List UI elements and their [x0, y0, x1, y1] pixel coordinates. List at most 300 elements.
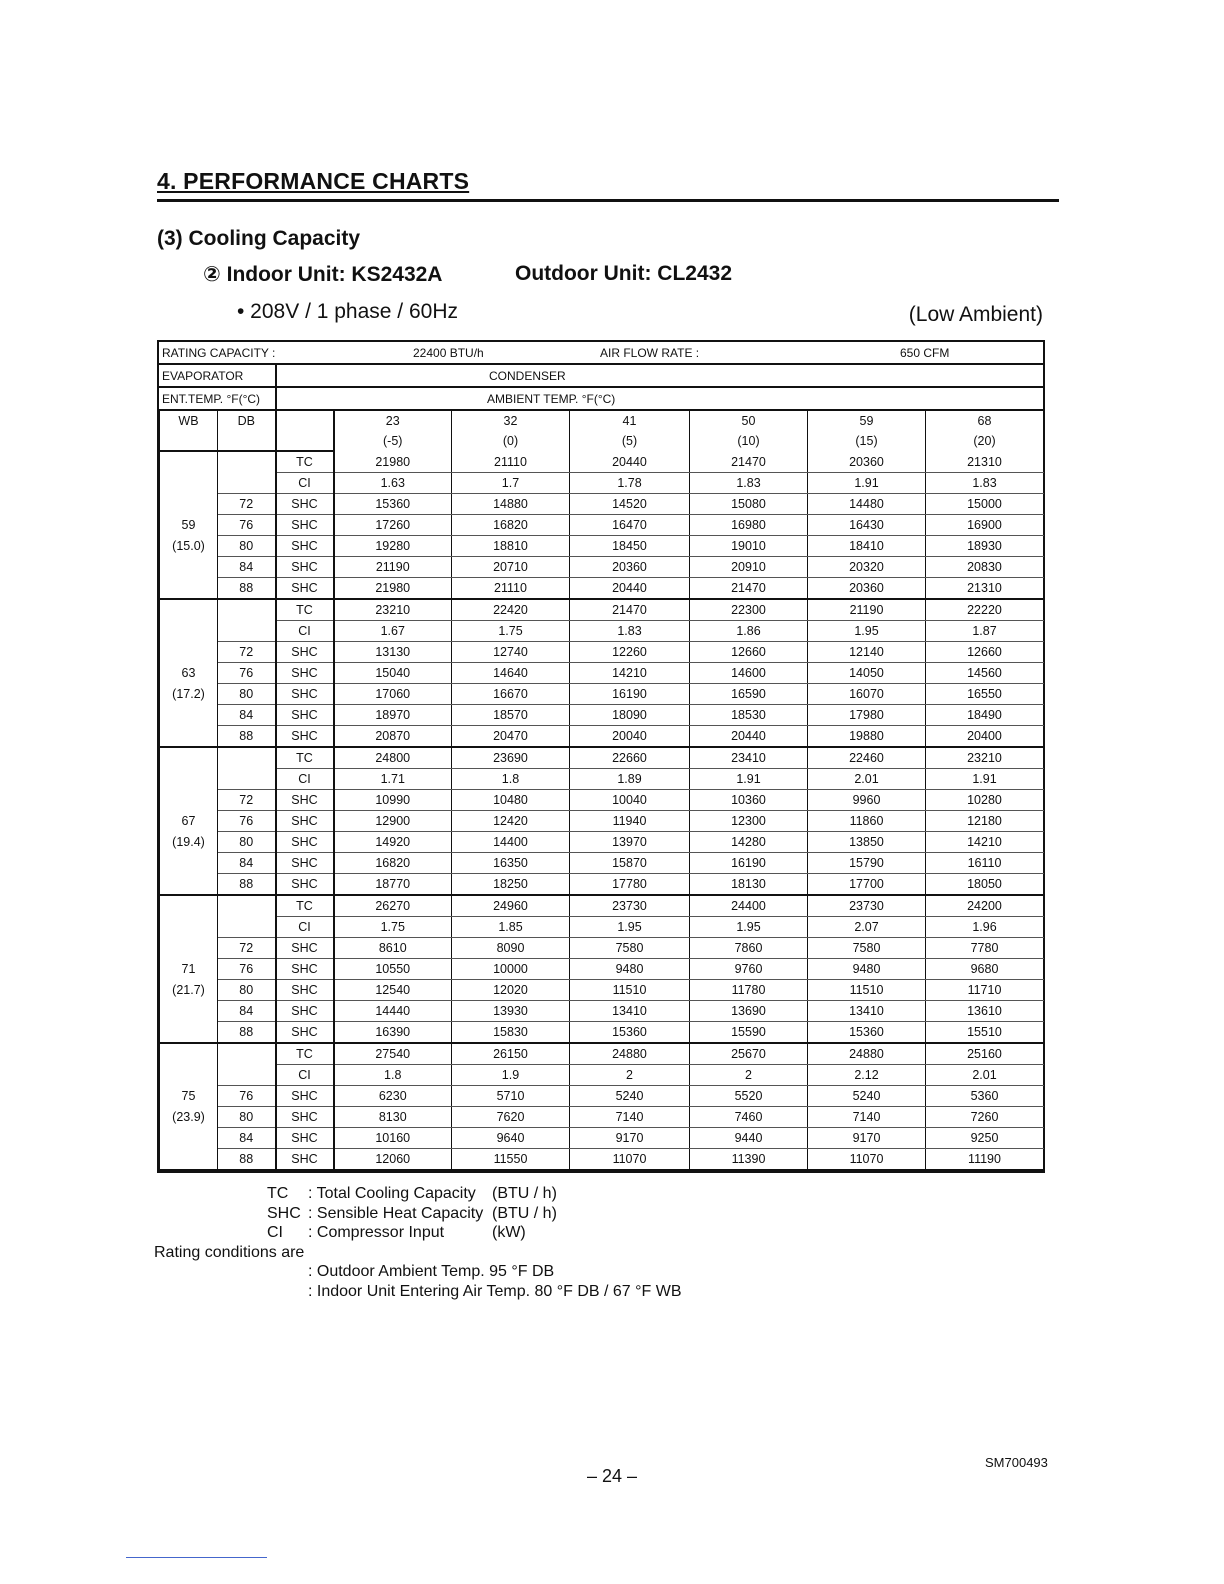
db-cell: 84: [218, 1001, 276, 1022]
table-row: [160, 1128, 1044, 1149]
value-cell: 16820: [334, 853, 452, 874]
type-cell: SHC: [276, 494, 334, 515]
wb-cell: [160, 938, 218, 959]
table-row: [160, 895, 1044, 917]
table-row: [160, 663, 1044, 684]
performance-table: [157, 340, 1045, 1173]
db-cell: [218, 917, 276, 938]
wb-cell: 59: [160, 515, 218, 536]
table-row: [160, 980, 1044, 1001]
db-cell: 76: [218, 959, 276, 980]
value-cell: 5240: [808, 1086, 926, 1107]
wb-cell: [160, 1149, 218, 1171]
value-cell: 17780: [570, 874, 690, 896]
value-cell: 7140: [570, 1107, 690, 1128]
value-cell: 21190: [808, 599, 926, 621]
type-cell: TC: [276, 895, 334, 917]
value-cell: 9960: [808, 790, 926, 811]
db-cell: [218, 621, 276, 642]
value-cell: 1.75: [334, 917, 452, 938]
value-cell: 20360: [570, 557, 690, 578]
value-cell: 21980: [334, 578, 452, 600]
wb-cell: [160, 769, 218, 790]
type-cell: TC: [276, 451, 334, 473]
value-cell: 23730: [570, 895, 690, 917]
value-cell: 16430: [808, 515, 926, 536]
ambient-temp-f-3: 50: [690, 411, 808, 431]
rating-header-row: [159, 342, 1043, 365]
value-cell: 7580: [570, 938, 690, 959]
db-cell: 88: [218, 578, 276, 600]
value-cell: 15040: [334, 663, 452, 684]
value-cell: 1.91: [690, 769, 808, 790]
value-cell: 24960: [452, 895, 570, 917]
db-cell: 76: [218, 1086, 276, 1107]
table-row: [160, 1043, 1044, 1065]
table-row: [160, 578, 1044, 600]
value-cell: 9170: [808, 1128, 926, 1149]
value-cell: 11510: [808, 980, 926, 1001]
db-cell: [218, 769, 276, 790]
ambient-temp-f-4: 59: [808, 411, 926, 431]
db-cell: [218, 473, 276, 494]
capacity-grid: [159, 411, 1044, 1171]
value-cell: 17060: [334, 684, 452, 705]
type-cell: SHC: [276, 832, 334, 853]
value-cell: 20710: [452, 557, 570, 578]
value-cell: 1.91: [808, 473, 926, 494]
wb-cell: [160, 853, 218, 874]
type-cell: SHC: [276, 705, 334, 726]
value-cell: 24400: [690, 895, 808, 917]
db-cell: 84: [218, 705, 276, 726]
outdoor-condition: : Outdoor Ambient Temp. 95 °F DB: [308, 1263, 555, 1280]
value-cell: 14050: [808, 663, 926, 684]
db-cell: 72: [218, 938, 276, 959]
value-cell: 19010: [690, 536, 808, 557]
value-cell: 13410: [570, 1001, 690, 1022]
subsection-title: (3) Cooling Capacity: [157, 227, 361, 250]
value-cell: 23730: [808, 895, 926, 917]
value-cell: 20440: [690, 726, 808, 748]
value-cell: 9170: [570, 1128, 690, 1149]
table-row: [160, 557, 1044, 578]
db-cell: 76: [218, 515, 276, 536]
value-cell: 20910: [690, 557, 808, 578]
value-cell: 5240: [570, 1086, 690, 1107]
value-cell: 8130: [334, 1107, 452, 1128]
value-cell: 14400: [452, 832, 570, 853]
ambient-temp-f-2: 41: [570, 411, 690, 431]
legend-ci-abbr: CI: [267, 1224, 283, 1241]
value-cell: 21310: [926, 578, 1044, 600]
value-cell: 13690: [690, 1001, 808, 1022]
db-cell: [218, 451, 276, 473]
type-cell: SHC: [276, 536, 334, 557]
wb-cell: [160, 494, 218, 515]
evaporator-label: EVAPORATOR: [159, 365, 277, 386]
ambient-temp-c-2: (5): [570, 431, 690, 451]
value-cell: 26270: [334, 895, 452, 917]
type-cell: SHC: [276, 811, 334, 832]
value-cell: 12180: [926, 811, 1044, 832]
value-cell: 2: [570, 1065, 690, 1086]
value-cell: 18530: [690, 705, 808, 726]
legend-shc-desc: : Sensible Heat Capacity: [308, 1205, 484, 1222]
type-cell: SHC: [276, 557, 334, 578]
legend-ci-unit: (kW): [492, 1224, 526, 1241]
value-cell: 7780: [926, 938, 1044, 959]
db-cell: 80: [218, 832, 276, 853]
value-cell: 21470: [690, 451, 808, 473]
type-cell: CI: [276, 917, 334, 938]
footnote-rule: [126, 1557, 267, 1558]
value-cell: 15510: [926, 1022, 1044, 1044]
value-cell: 22300: [690, 599, 808, 621]
value-cell: 2.07: [808, 917, 926, 938]
wb-cell: [160, 1022, 218, 1044]
db-cell: 84: [218, 557, 276, 578]
table-row: [160, 621, 1044, 642]
value-cell: 14640: [452, 663, 570, 684]
ambient-temp-c-4: (15): [808, 431, 926, 451]
doc-code: SM700493: [985, 1455, 1048, 1470]
wb-cell: (15.0): [160, 536, 218, 557]
value-cell: 18770: [334, 874, 452, 896]
value-cell: 22660: [570, 747, 690, 769]
value-cell: 17700: [808, 874, 926, 896]
ambient-note: (Low Ambient): [908, 303, 1043, 326]
value-cell: 1.91: [926, 769, 1044, 790]
value-cell: 15360: [808, 1022, 926, 1044]
value-cell: 16190: [690, 853, 808, 874]
value-cell: 14480: [808, 494, 926, 515]
value-cell: 17260: [334, 515, 452, 536]
indoor-unit-label: ② Indoor Unit: KS2432A: [203, 263, 443, 286]
legend-tc-abbr: TC: [267, 1185, 289, 1202]
type-cell: SHC: [276, 1128, 334, 1149]
ent-temp-label: ENT.TEMP. °F(°C): [159, 388, 277, 409]
table-row: [160, 832, 1044, 853]
value-cell: 12660: [690, 642, 808, 663]
value-cell: 20360: [808, 578, 926, 600]
value-cell: 12300: [690, 811, 808, 832]
value-cell: 22220: [926, 599, 1044, 621]
wb-cell: (21.7): [160, 980, 218, 1001]
value-cell: 16820: [452, 515, 570, 536]
value-cell: 25670: [690, 1043, 808, 1065]
db-cell: 80: [218, 1107, 276, 1128]
power-spec: • 208V / 1 phase / 60Hz: [237, 300, 458, 323]
value-cell: 11860: [808, 811, 926, 832]
value-cell: 1.67: [334, 621, 452, 642]
legend-tc-desc: : Total Cooling Capacity: [308, 1185, 476, 1202]
value-cell: 1.95: [690, 917, 808, 938]
value-cell: 9440: [690, 1128, 808, 1149]
value-cell: 20830: [926, 557, 1044, 578]
value-cell: 9480: [570, 959, 690, 980]
value-cell: 16980: [690, 515, 808, 536]
evap-cond-row: [159, 365, 1043, 388]
db-cell: 76: [218, 663, 276, 684]
value-cell: 14210: [926, 832, 1044, 853]
value-cell: 20470: [452, 726, 570, 748]
value-cell: 6230: [334, 1086, 452, 1107]
db-header: DB: [218, 411, 276, 451]
ambient-temp-c-0: (-5): [334, 431, 452, 451]
value-cell: 15830: [452, 1022, 570, 1044]
wb-cell: [160, 578, 218, 600]
value-cell: 23210: [334, 599, 452, 621]
value-cell: 26150: [452, 1043, 570, 1065]
value-cell: 22420: [452, 599, 570, 621]
value-cell: 12060: [334, 1149, 452, 1171]
value-cell: 11780: [690, 980, 808, 1001]
wb-cell: [160, 1001, 218, 1022]
value-cell: 1.83: [926, 473, 1044, 494]
value-cell: 5520: [690, 1086, 808, 1107]
value-cell: 13850: [808, 832, 926, 853]
wb-cell: [160, 557, 218, 578]
db-cell: 72: [218, 790, 276, 811]
air-flow-label: AIR FLOW RATE :: [600, 345, 700, 360]
table-row: [160, 874, 1044, 896]
db-cell: 80: [218, 536, 276, 557]
wb-header: WB: [160, 411, 218, 451]
table-row: [160, 599, 1044, 621]
legend-ci-desc: : Compressor Input: [308, 1224, 445, 1241]
ambient-temp-f-1: 32: [452, 411, 570, 431]
value-cell: 1.95: [808, 621, 926, 642]
value-cell: 12660: [926, 642, 1044, 663]
wb-cell: 71: [160, 959, 218, 980]
value-cell: 24200: [926, 895, 1044, 917]
type-cell: CI: [276, 621, 334, 642]
value-cell: 16900: [926, 515, 1044, 536]
db-cell: [218, 1043, 276, 1065]
db-cell: 72: [218, 494, 276, 515]
value-cell: 15080: [690, 494, 808, 515]
wb-cell: [160, 747, 218, 769]
value-cell: 14880: [452, 494, 570, 515]
db-cell: [218, 895, 276, 917]
value-cell: 13130: [334, 642, 452, 663]
value-cell: 11940: [570, 811, 690, 832]
value-cell: 16110: [926, 853, 1044, 874]
value-cell: 20320: [808, 557, 926, 578]
value-cell: 12420: [452, 811, 570, 832]
value-cell: 21470: [690, 578, 808, 600]
temp-label-row: [159, 388, 1043, 411]
value-cell: 12900: [334, 811, 452, 832]
value-cell: 2.01: [926, 1065, 1044, 1086]
ambient-temp-c-1: (0): [452, 431, 570, 451]
value-cell: 1.8: [334, 1065, 452, 1086]
value-cell: 11710: [926, 980, 1044, 1001]
value-cell: 10550: [334, 959, 452, 980]
value-cell: 21110: [452, 451, 570, 473]
value-cell: 2: [690, 1065, 808, 1086]
db-cell: 88: [218, 1022, 276, 1044]
table-row: [160, 1065, 1044, 1086]
wb-cell: [160, 473, 218, 494]
value-cell: 19280: [334, 536, 452, 557]
value-cell: 10480: [452, 790, 570, 811]
wb-cell: (19.4): [160, 832, 218, 853]
value-cell: 12540: [334, 980, 452, 1001]
value-cell: 11550: [452, 1149, 570, 1171]
db-cell: 88: [218, 1149, 276, 1171]
db-cell: [218, 747, 276, 769]
value-cell: 1.7: [452, 473, 570, 494]
type-cell: SHC: [276, 853, 334, 874]
value-cell: 11190: [926, 1149, 1044, 1171]
value-cell: 27540: [334, 1043, 452, 1065]
value-cell: 12740: [452, 642, 570, 663]
table-row: [160, 790, 1044, 811]
table-row: [160, 705, 1044, 726]
type-cell: TC: [276, 1043, 334, 1065]
wb-cell: [160, 599, 218, 621]
table-row: [160, 494, 1044, 515]
value-cell: 14440: [334, 1001, 452, 1022]
legend-tc-unit: (BTU / h): [492, 1185, 557, 1202]
value-cell: 16590: [690, 684, 808, 705]
value-cell: 22460: [808, 747, 926, 769]
value-cell: 7620: [452, 1107, 570, 1128]
ambient-temp-c-3: (10): [690, 431, 808, 451]
value-cell: 18450: [570, 536, 690, 557]
table-row: [160, 769, 1044, 790]
value-cell: 20440: [570, 578, 690, 600]
section-title: 4. PERFORMANCE CHARTS: [157, 168, 470, 194]
value-cell: 11510: [570, 980, 690, 1001]
value-cell: 18090: [570, 705, 690, 726]
rating-capacity-label: RATING CAPACITY :: [162, 345, 276, 360]
value-cell: 14920: [334, 832, 452, 853]
value-cell: 18970: [334, 705, 452, 726]
value-cell: 7860: [690, 938, 808, 959]
value-cell: 21470: [570, 599, 690, 621]
value-cell: 10040: [570, 790, 690, 811]
value-cell: 19880: [808, 726, 926, 748]
value-cell: 8090: [452, 938, 570, 959]
value-cell: 9640: [452, 1128, 570, 1149]
ambient-header-row: [160, 411, 1044, 431]
value-cell: 12140: [808, 642, 926, 663]
wb-cell: (17.2): [160, 684, 218, 705]
type-cell: TC: [276, 747, 334, 769]
db-cell: [218, 599, 276, 621]
title-rule: [157, 199, 1059, 202]
value-cell: 1.9: [452, 1065, 570, 1086]
value-cell: 17980: [808, 705, 926, 726]
value-cell: 14520: [570, 494, 690, 515]
rating-capacity-value: 22400 BTU/h: [413, 345, 484, 360]
value-cell: 11390: [690, 1149, 808, 1171]
table-row: [160, 938, 1044, 959]
ambient-temp-c-5: (20): [926, 431, 1044, 451]
value-cell: 7460: [690, 1107, 808, 1128]
db-cell: 84: [218, 1128, 276, 1149]
value-cell: 13610: [926, 1001, 1044, 1022]
value-cell: 18410: [808, 536, 926, 557]
page-number: – 24 –: [586, 1466, 638, 1486]
type-cell: SHC: [276, 663, 334, 684]
type-cell: CI: [276, 769, 334, 790]
outdoor-unit-label: Outdoor Unit: CL2432: [515, 262, 733, 285]
wb-cell: [160, 1065, 218, 1086]
value-cell: 20440: [570, 451, 690, 473]
value-cell: 16390: [334, 1022, 452, 1044]
type-cell: SHC: [276, 684, 334, 705]
type-cell: CI: [276, 1065, 334, 1086]
table-row: [160, 853, 1044, 874]
db-cell: 80: [218, 684, 276, 705]
value-cell: 5710: [452, 1086, 570, 1107]
value-cell: 11070: [808, 1149, 926, 1171]
wb-cell: 75: [160, 1086, 218, 1107]
table-row: [160, 917, 1044, 938]
rating-conditions-label: Rating conditions are: [154, 1244, 305, 1261]
value-cell: 20400: [926, 726, 1044, 748]
value-cell: 1.83: [690, 473, 808, 494]
value-cell: 11070: [570, 1149, 690, 1171]
table-row: [160, 959, 1044, 980]
db-cell: 88: [218, 726, 276, 748]
ambient-temp-f-0: 23: [334, 411, 452, 431]
value-cell: 21190: [334, 557, 452, 578]
table-row: [160, 811, 1044, 832]
type-cell: SHC: [276, 726, 334, 748]
value-cell: 20870: [334, 726, 452, 748]
value-cell: 18930: [926, 536, 1044, 557]
wb-cell: [160, 790, 218, 811]
table-row: [160, 1086, 1044, 1107]
value-cell: 9760: [690, 959, 808, 980]
value-cell: 5360: [926, 1086, 1044, 1107]
value-cell: 18250: [452, 874, 570, 896]
value-cell: 8610: [334, 938, 452, 959]
value-cell: 12020: [452, 980, 570, 1001]
value-cell: 15360: [334, 494, 452, 515]
legend-shc-abbr: SHC: [267, 1205, 301, 1222]
value-cell: 1.71: [334, 769, 452, 790]
db-cell: 88: [218, 874, 276, 896]
wb-cell: [160, 642, 218, 663]
wb-cell: [160, 1128, 218, 1149]
value-cell: 25160: [926, 1043, 1044, 1065]
wb-cell: 63: [160, 663, 218, 684]
wb-cell: [160, 705, 218, 726]
value-cell: 1.87: [926, 621, 1044, 642]
table-row: [160, 451, 1044, 473]
value-cell: 13410: [808, 1001, 926, 1022]
db-cell: 84: [218, 853, 276, 874]
type-cell: SHC: [276, 874, 334, 896]
value-cell: 1.86: [690, 621, 808, 642]
wb-cell: [160, 451, 218, 473]
value-cell: 10000: [452, 959, 570, 980]
value-cell: 7580: [808, 938, 926, 959]
table-row: [160, 1107, 1044, 1128]
wb-cell: [160, 874, 218, 896]
value-cell: 1.75: [452, 621, 570, 642]
wb-cell: [160, 1043, 218, 1065]
value-cell: 1.78: [570, 473, 690, 494]
value-cell: 12260: [570, 642, 690, 663]
ambient-temp-label: AMBIENT TEMP. °F(°C): [487, 391, 616, 406]
